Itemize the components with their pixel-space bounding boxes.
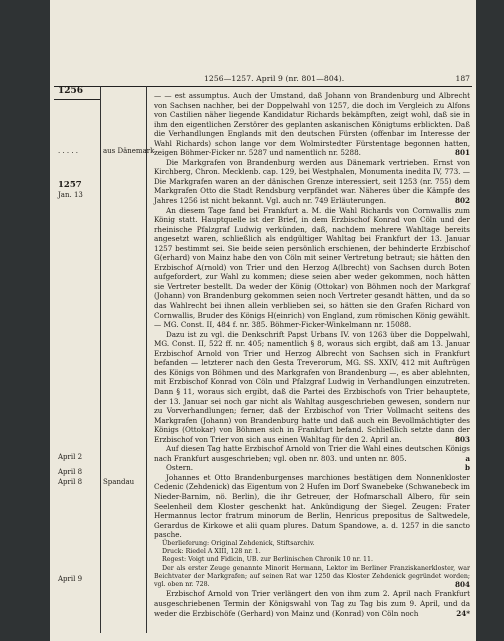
entry-801-text: — — est assumptus. Auch der Umstand, daß Johann von Brandenburg und Albrecht von Sachsen nachher, bei der Doppelwahl von 1257, die doch im Vergleich zu Alfons von Castilien näher liegende Kandidatur Richards bekämpften, zeigt wohl, daß sie in ihm den eigentlichen Zerstörer des geplanten askanischen Königtums erblickten. Daß die Verhandlungen Englands mit den deutschen Fürsten (offenbar im Interesse der Wahl Richards) schon lange vor dem Wolmirstedter Fürstentage begonnen hatten, zeigen Böhmer-Ficker nr. 5287 und namentlich nr. 5288. bbox=[154, 91, 470, 158]
entry-804-source-3: Regest: Voigt und Fidicin, UB. zur Berlinischen Chronik 10 nr. 11. bbox=[162, 556, 373, 564]
entry-804-source-1: Überlieferung: Original Zehdenick, Stiftsarchiv. bbox=[162, 539, 315, 547]
date-april8b: April 8 bbox=[58, 478, 83, 486]
entry-802-text: Die Markgrafen von Brandenburg werden aus Dänemark vertrieben. Ernst von Kirchberg, Chron. Mecklenb. cap. 129, bei Westphalen, Monumenta inedita IV, 773. — Die Markgrafen waren an der dänischen Grenze interessiert, seit 1253 (nr. 755) dem Markgrafen Otto die Stadt Rendsburg verpfändet war. Näheres über die Kämpfe des Jahres 1256 ist nicht bekannt. Vgl. auch nr. 749 Erläuterungen. bbox=[154, 157, 470, 206]
year-rule bbox=[54, 99, 100, 100]
entry-805-text: Erzbischof Arnold von Trier verlängert den von ihm zum 2. April nach Frankfurt ausgeschriebenen Termin der Königswahl von Tag zu Tag bis zum 9. April, und da weder die Erzbischöfe (Gerhard) von Mainz und (Konrad) von Cöln noch bbox=[154, 589, 470, 618]
entry-803-p2-text: Dazu ist zu vgl. die Denkschrift Papst Urbans IV. von 1263 über die Doppelwahl, MG. Const. II, 522 ff. nr. 405; namentlich § 8, woraus sich ergibt, daß am 13. Januar Erzbischof Arnold von Trier und Herzog Albrecht von Sachsen sich in Frankfurt befanden — letzterer nach den Gesta Treverorum, MG. SS. XXIV, 412 mit Auftrügen des Königs von Böhmen und des Markgrafen von Brandenburg —, es aber ablehnten, mit Erzbischof Konrad von Cöln und Pfalzgraf Ludwig in Verhandlungen einzutreten. Dann § 11, woraus sich ergibt, daß die Partei des Erzbischofs von Trier behauptete, der 13. Januar sei noch gar nicht als Wahltag ausgeschrieben gewesen, sondern nur zu Vorverhandlungen; ferner, daß der Erzbischof von Trier Vollmacht seitens des Markgrafen (Johann) von Brandenburg hatte und daß auch ein Bevollmächtigter des Königs (Ottokar) von Böhmen sich in Frankfurt befand. Schließlich setzte dann der Erzbischof von Trier von sich aus einen Wahltag für den 2. April an. bbox=[154, 329, 470, 444]
year-heading-1257: 1257 bbox=[58, 180, 82, 190]
header-rule bbox=[54, 86, 472, 87]
entry-803b bbox=[154, 463, 470, 473]
main-text bbox=[154, 91, 470, 618]
year-heading-1256: 1256 bbox=[58, 86, 84, 96]
page-number: 187 bbox=[455, 74, 470, 83]
date-april8: April 8 bbox=[58, 468, 83, 476]
column-divider-1 bbox=[100, 86, 101, 633]
running-header bbox=[54, 74, 470, 84]
entry-802 bbox=[154, 158, 470, 206]
entry-803b-number: b bbox=[464, 463, 470, 473]
date-jan13: Jan. 13 bbox=[58, 191, 83, 199]
signature-mark: 24* bbox=[456, 608, 470, 618]
entry-804-number: 804 bbox=[454, 580, 470, 590]
entry-801-number: 801 bbox=[454, 148, 470, 158]
date-april9: April 9 bbox=[58, 575, 83, 583]
column-divider-2 bbox=[146, 86, 147, 633]
entry-803a-number: a bbox=[465, 453, 470, 463]
entry-803-number: 803 bbox=[454, 434, 470, 444]
entry-803a bbox=[154, 444, 470, 463]
place-daenemark: aus Dänemark bbox=[103, 147, 155, 155]
header-title: 1256—1257. April 9 (nr. 801—804). bbox=[204, 74, 345, 83]
place-spandau: Spandau bbox=[103, 478, 135, 486]
entry-803-p2 bbox=[154, 330, 470, 445]
entry-804-p1: Johannes et Otto Brandenburgenses marchiones bestätigen dem Nonnenkloster Cedenic (Zehdenick) das Eigentum von 2 Hufen im Dorf Swanebeke (Schwanebeck im Nieder-Barnim, nö. Berlin), die ihr Getreuer, der Hofmarschall Albero, für sein Seelenheil dem Kloster geschenkt hat. Ankündigung der Siegel. Zeugen: Frater Hermannus lector fratrum minorum de Berlin, Henricus prepositus de Saltwedele, Gerardus de Kirkowe et alii quam plures. Datum Spandowe, a. d. 1257 in die sancto pasche. bbox=[154, 472, 470, 540]
entry-804-note: Der als erster Zeuge genannte Minorit Hermann, Lektor im Berliner Franziskanerkloster, war Beichtvater der Markgrafen; auf seinen Rat war 1250 das Kloster Zehdenick gegründet worden; vgl. oben nr. 728. bbox=[154, 564, 470, 589]
date-april2: April 2 bbox=[58, 453, 83, 461]
entry-804-source-4 bbox=[154, 565, 470, 590]
entry-802-number: 802 bbox=[454, 196, 470, 206]
entry-803-p1: An diesem Tage fand bei Frankfurt a. M. die Wahl Richards von Cornwallis zum König statt. Hauptquelle ist der Brief, in dem Erzbischof Konrad von Cöln und der rheinische Pfalzgraf Ludwig verkünden, daß, nachdem mehrere Wahltage bereits angesetzt waren, schließlich als endgültiger Wahltag bei Frankfurt der 13. Januar 1257 bestimmt sei. Sie beide seien persönlich erschienen, der behinderte Erzbischof G(erhard) von Mainz habe den von Cöln mit seiner Vertretung betraut; sie hätten den Erzbischof A(rnold) von Trier und den Herzog A(lbrecht) von Sachsen durch Boten aufgefordert, zur Wahl zu kommen; diese seien aber weder gekommen, noch hätten sie Vertreter bestellt. Da weder der König (Ottokar) von Böhmen noch der Markgraf (Johann) von Brandenburg gekommen seien noch Vertreter gesandt hätten, und da so das Wahlrecht bei ihnen allein verblieben sei, so hätten sie den Grafen Richard von Cornwallis, Bruder des Königs H(einrich) von England, zum römischen König gewählt. — MG. Const. II, 484 f. nr. 385. Böhmer-Ficker-Winkelmann nr. 15088. bbox=[154, 205, 470, 330]
date-dots: . . . . . bbox=[58, 147, 79, 155]
entry-804-source-2: Druck: Riedel A XIII, 128 nr. 1. bbox=[162, 548, 261, 555]
entry-805 bbox=[154, 589, 470, 618]
book-page bbox=[50, 0, 476, 641]
entry-803b-text: Ostern. bbox=[166, 463, 194, 473]
entry-803a-text: Auf diesen Tag hatte Erzbischof Arnold von Trier die Wahl eines deutschen Königs nach Frankfurt ausgeschrieben; vgl. oben nr. 803. und unten nr. 805. bbox=[154, 444, 470, 463]
entry-801 bbox=[154, 91, 470, 158]
